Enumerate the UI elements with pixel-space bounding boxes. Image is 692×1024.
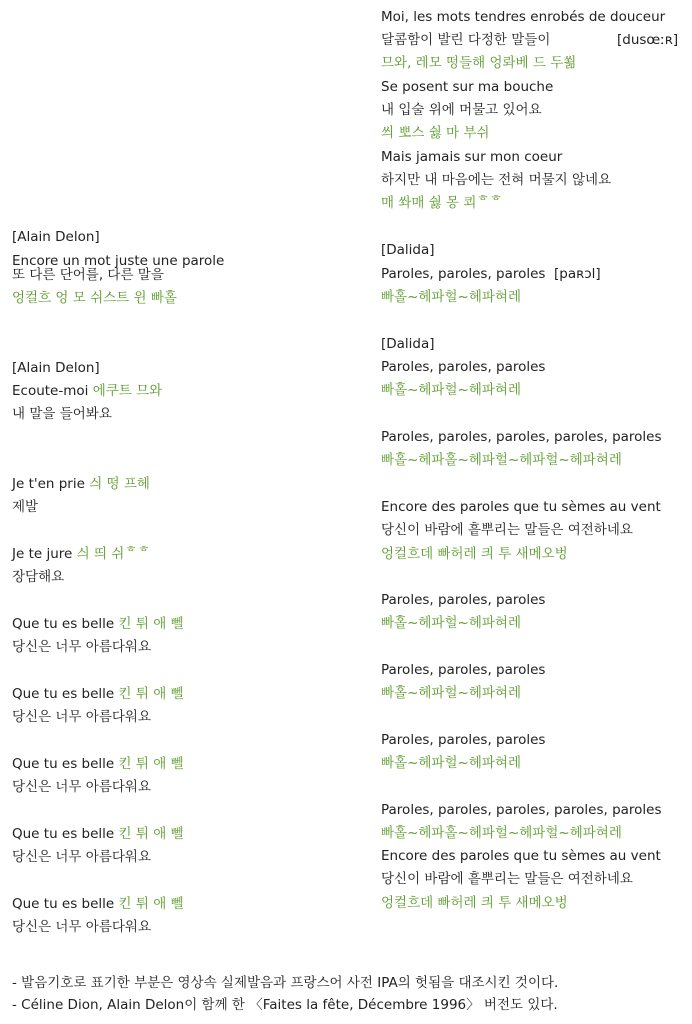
lyric-pronunciation: 싀 띄 쉬ᄒᄒ	[76, 546, 151, 562]
lyric-translation: 달콤함이 발린 다정한 말들이	[381, 32, 551, 48]
speaker-label: [Dalida]	[381, 242, 435, 258]
lyric-pronunciation: 씌 뽀스 쉃 마 부쉬	[381, 125, 490, 141]
lyric-pronunciation: 므와, 레모 떵들해 엉롸베 드 두쐶	[381, 55, 577, 71]
lyric-pronunciation: 빠홀~헤파헐~헤파혀레	[381, 289, 521, 305]
lyric-pronunciation: 엉컬흐데 빠허레 킈 투 새메오벙	[381, 546, 568, 562]
ipa-note: [paʀɔl]	[554, 266, 601, 282]
lyric-translation: 내 말을 들어봐요	[12, 406, 112, 422]
lyric-translation: 당신은 너무 아름다워요	[12, 779, 151, 795]
speaker-label: [Alain Delon]	[12, 229, 100, 245]
lyric-pronunciation: 빠홀~헤파홀~헤파헐~헤파헐~헤파혀레	[381, 825, 622, 841]
lyric-translation: 제발	[12, 499, 39, 515]
lyric-pronunciation: 빠홀~헤파헐~헤파혀레	[381, 382, 521, 398]
lyric-line: Paroles, paroles, paroles	[381, 732, 546, 748]
lyric-line: Paroles, paroles, paroles	[381, 266, 546, 282]
lyric-pronunciation: 킨 튀 애 뻴	[118, 896, 184, 912]
lyric-text: Que tu es belle	[12, 756, 115, 772]
lyric-translation: 당신이 바람에 흩뿌리는 말들은 여전하네요	[381, 871, 633, 887]
lyric-pronunciation: 매 쏴매 쉃 몽 쾨ᄒᄒ	[381, 195, 503, 211]
lyric-translation: 당신은 너무 아름다워요	[12, 639, 151, 655]
lyric-pronunciation: 킨 튀 애 뻴	[118, 826, 184, 842]
lyric-pronunciation: 빠홀~헤파헐~헤파혀레	[381, 755, 521, 771]
lyric-pronunciation: 에쿠트 므와	[92, 383, 163, 399]
lyric-text: Je t'en prie	[12, 476, 85, 492]
lyric-translation: 당신이 바람에 흩뿌리는 말들은 여전하네요	[381, 522, 633, 538]
lyric-line	[12, 475, 150, 493]
lyric-pronunciation: 엉컬흐데 빠허레 킈 투 새메오벙	[381, 895, 568, 911]
ipa-note: [dusœːʀ]	[617, 32, 679, 48]
lyric-line: Encore un mot juste une parole	[12, 253, 225, 269]
lyric-text: Que tu es belle	[12, 616, 115, 632]
lyric-text: Que tu es belle	[12, 686, 115, 702]
lyric-line	[12, 545, 150, 563]
lyric-translation: 당신은 너무 아름다워요	[12, 709, 151, 725]
lyric-line: Paroles, paroles, paroles, paroles, paroles	[381, 802, 662, 818]
lyric-line: Paroles, paroles, paroles	[381, 662, 546, 678]
lyric-line	[12, 825, 184, 843]
lyric-translation: 장담해요	[12, 569, 65, 585]
lyric-line: Encore des paroles que tu sèmes au vent	[381, 848, 661, 864]
lyric-pronunciation: 킨 튀 애 뻴	[118, 756, 184, 772]
lyric-line: Paroles, paroles, paroles	[381, 359, 546, 375]
lyric-translation: 당신은 너무 아름다워요	[12, 849, 151, 865]
speaker-label: [Dalida]	[381, 336, 435, 352]
footnote: - Céline Dion, Alain Delon이 함께 한 〈Faites la fête, Décembre 1996〉 버전도 있다.	[12, 997, 558, 1013]
lyric-line: Paroles, paroles, paroles, paroles, paroles	[381, 429, 662, 445]
lyric-text: Je te jure	[12, 546, 73, 562]
lyric-pronunciation: 빠홀~헤파헐~헤파혀레	[381, 615, 521, 631]
lyric-text: Que tu es belle	[12, 896, 115, 912]
lyric-pronunciation: 엉컬흐 엉 모 쉬스트 윈 빠홀	[12, 290, 177, 306]
speaker-label: [Alain Delon]	[12, 360, 100, 376]
lyric-line	[12, 685, 184, 703]
lyric-translation: 하지만 내 마음에는 전혀 머물지 않네요	[381, 172, 612, 188]
lyric-pronunciation: 빠홀~헤파헐~헤파혀레	[381, 685, 521, 701]
lyric-pronunciation: 킨 튀 애 뻴	[118, 616, 184, 632]
lyric-translation: 또 다른 단어를, 다른 말을	[12, 267, 164, 283]
lyric-translation: 당신은 너무 아름다워요	[12, 919, 151, 935]
lyric-pronunciation: 싀 떵 프헤	[89, 476, 150, 492]
lyric-text: Ecoute-moi	[12, 383, 89, 399]
lyric-text: Que tu es belle	[12, 826, 115, 842]
lyric-line: Se posent sur ma bouche	[381, 79, 554, 95]
lyric-line	[12, 895, 184, 913]
lyric-line: Mais jamais sur mon coeur	[381, 149, 563, 165]
lyric-line: Paroles, paroles, paroles	[381, 592, 546, 608]
lyric-line	[12, 755, 184, 773]
lyric-translation: 내 입술 위에 머물고 있어요	[381, 102, 542, 118]
lyric-line	[12, 382, 162, 400]
lyric-pronunciation: 빠홀~헤파홀~헤파헐~헤파헐~헤파혀레	[381, 452, 622, 468]
lyric-pronunciation: 킨 튀 애 뻴	[118, 686, 184, 702]
lyric-line: Moi, les mots tendres enrobés de douceur	[381, 9, 666, 25]
lyric-line	[12, 615, 184, 633]
lyric-line: Encore des paroles que tu sèmes au vent	[381, 499, 661, 515]
footnote: - 발음기호로 표기한 부분은 영상속 실제발음과 프랑스어 사전 IPA의 헛됨을 대조시킨 것이다.	[12, 975, 559, 991]
